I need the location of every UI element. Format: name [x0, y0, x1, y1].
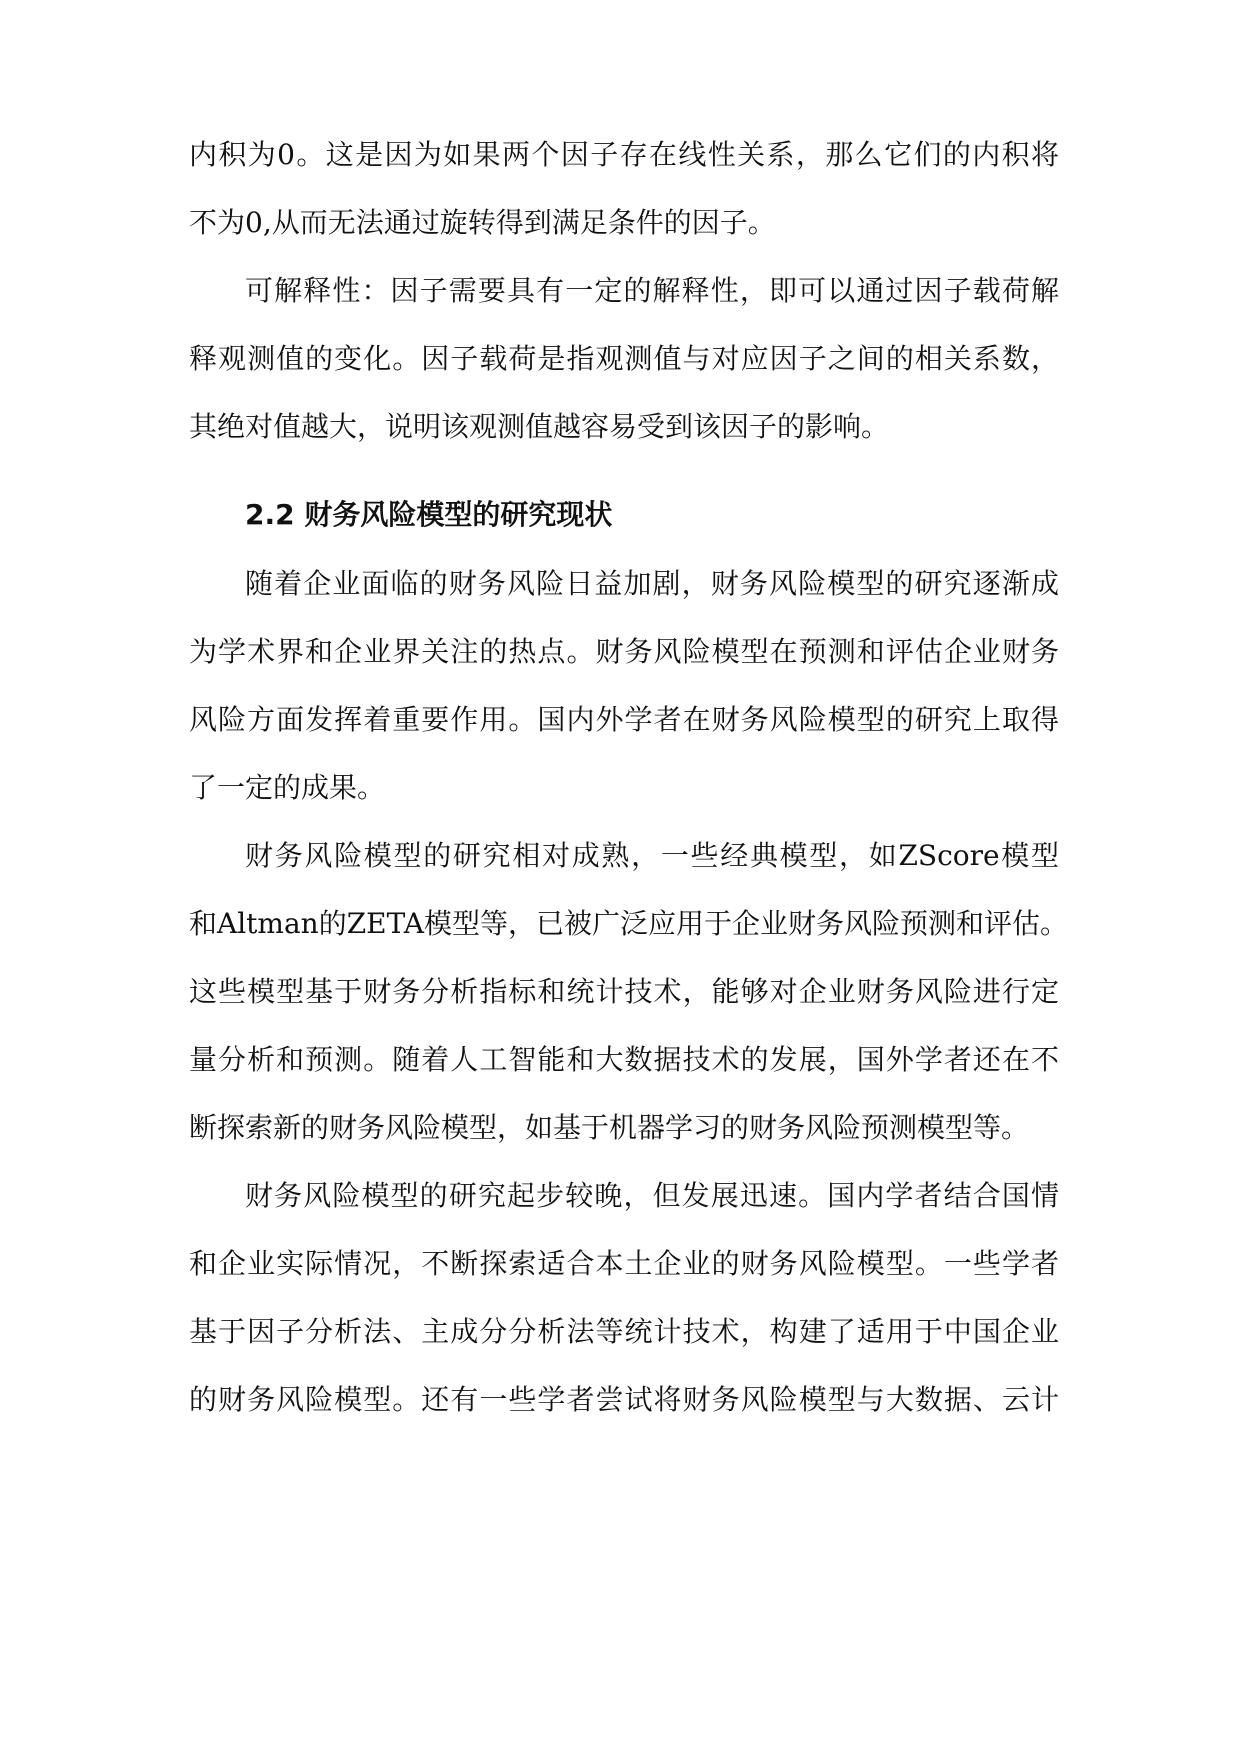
paragraph-line: 释观测值的变化。因子载荷是指观测值与对应因子之间的相关系数，	[189, 342, 1059, 375]
paragraph-line: 财务风险模型的研究起步较晚，但发展迅速。国内学者结合国情	[245, 1179, 1059, 1212]
section-heading: 2.2 财务风险模型的研究现状	[245, 498, 613, 531]
paragraph-line: 基于因子分析法、主成分分析法等统计技术，构建了适用于中国企业	[189, 1315, 1059, 1348]
paragraph-line: 其绝对值越大，说明该观测值越容易受到该因子的影响。	[189, 410, 890, 443]
paragraph-line: 为学术界和企业界关注的热点。财务风险模型在预测和评估企业财务	[189, 635, 1059, 668]
paragraph-line: 量分析和预测。随着人工智能和大数据技术的发展，国外学者还在不	[189, 1043, 1059, 1076]
paragraph-line: 随着企业面临的财务风险日益加剧，财务风险模型的研究逐渐成	[245, 567, 1059, 600]
paragraph-line: 财务风险模型的研究相对成熟，一些经典模型，如ZScore模型	[245, 839, 1059, 872]
paragraph-line: 风险方面发挥着重要作用。国内外学者在财务风险模型的研究上取得	[189, 703, 1059, 736]
paragraph-line: 内积为0。这是因为如果两个因子存在线性关系，那么它们的内积将	[189, 138, 1059, 171]
paragraph-line: 断探索新的财务风险模型，如基于机器学习的财务风险预测模型等。	[189, 1111, 1030, 1144]
paragraph-line: 这些模型基于财务分析指标和统计技术，能够对企业财务风险进行定	[189, 975, 1059, 1008]
paragraph-line: 不为0,从而无法通过旋转得到满足条件的因子。	[189, 206, 776, 239]
paragraph-line: 了一定的成果。	[189, 771, 386, 804]
paragraph-line: 可解释性：因子需要具有一定的解释性，即可以通过因子载荷解	[245, 274, 1059, 307]
paragraph-line: 和企业实际情况，不断探索适合本土企业的财务风险模型。一些学者	[189, 1247, 1059, 1280]
paragraph-line: 和Altman的ZETA模型等，已被广泛应用于企业财务风险预测和评估。	[189, 907, 1068, 940]
paragraph-line: 的财务风险模型。还有一些学者尝试将财务风险模型与大数据、云计	[189, 1383, 1059, 1416]
